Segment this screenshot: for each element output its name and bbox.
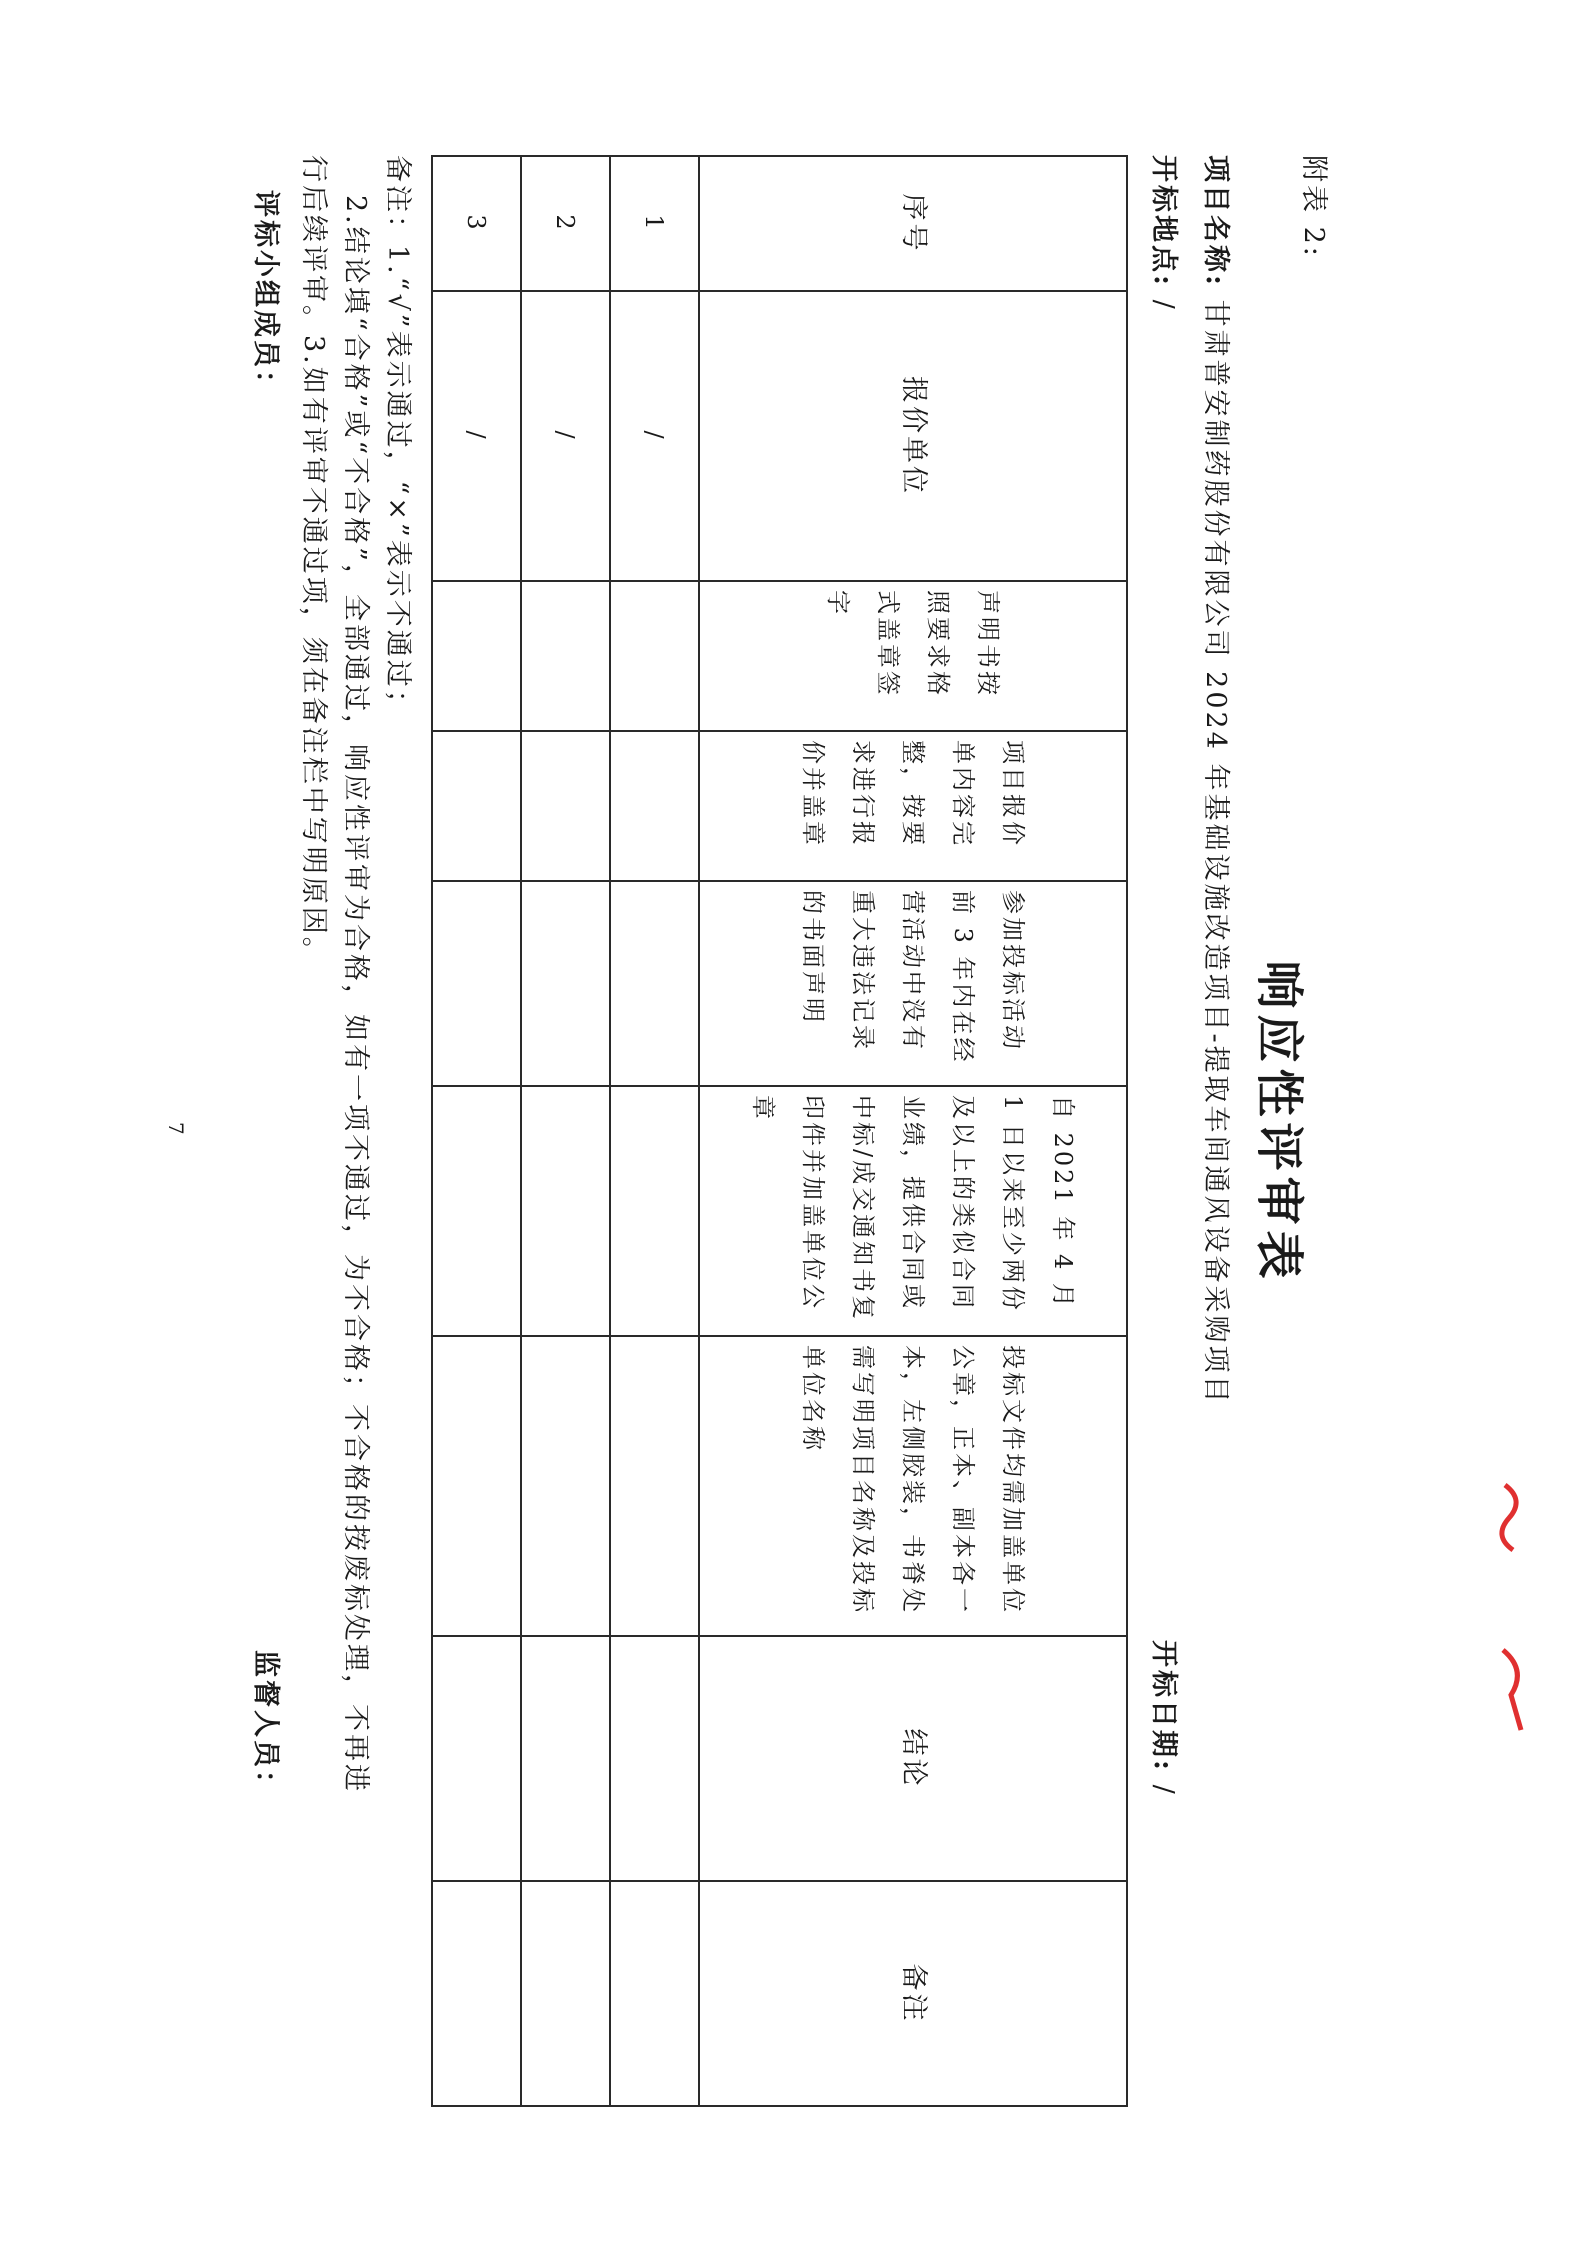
row-cell[interactable]: [610, 731, 699, 881]
header-criterion: 项目报价单内容完整，按要求进行报价并盖章: [699, 731, 1127, 881]
header-criterion: 自 2021 年 4 月 1 日以来至少两份及以上的类似合同业绩，提供合同或中标/成交通知书复印件并加盖单位公章: [699, 1086, 1127, 1336]
row-cell[interactable]: [521, 731, 610, 881]
row-seq: 1: [610, 156, 699, 291]
row-conclusion[interactable]: [521, 1636, 610, 1881]
supervisor-signature-label: 监督人员：: [250, 1650, 281, 1800]
review-table: [431, 155, 1128, 2107]
page-title: 响应性评审表: [1251, 960, 1307, 1285]
footnote-line-3: 行后续评审。3.如有评审不通过项，须在备注栏中写明原因。: [298, 155, 329, 967]
venue-row: [1147, 155, 1186, 312]
page-number: 7: [164, 1122, 188, 1135]
header-seq: 序号: [699, 156, 1127, 291]
row-cell[interactable]: [432, 1336, 521, 1636]
row-cell[interactable]: [521, 881, 610, 1086]
table-row: [610, 156, 699, 2106]
row-cell[interactable]: [610, 881, 699, 1086]
row-remarks[interactable]: [521, 1881, 610, 2106]
date-row: [1147, 1640, 1186, 1797]
header-remarks: 备注: [699, 1881, 1127, 2106]
row-cell[interactable]: [610, 1086, 699, 1336]
project-name-row: [1199, 155, 1238, 1406]
committee-signature-label: 评标小组成员：: [250, 190, 281, 400]
appendix-label: 附表 2:: [1298, 155, 1329, 259]
row-cell[interactable]: [521, 581, 610, 731]
header-criterion: 声明书按照要求格式盖章签字: [699, 581, 1127, 731]
row-conclusion[interactable]: [610, 1636, 699, 1881]
row-bidder[interactable]: /: [610, 291, 699, 581]
row-cell[interactable]: [432, 881, 521, 1086]
row-cell[interactable]: [610, 581, 699, 731]
venue-label: 开标地点:: [1148, 155, 1179, 288]
row-seq: 2: [521, 156, 610, 291]
row-seq: 3: [432, 156, 521, 291]
row-cell[interactable]: [432, 581, 521, 731]
row-cell[interactable]: [521, 1336, 610, 1636]
table-header-row: [699, 156, 1127, 2106]
row-cell[interactable]: [521, 1086, 610, 1336]
row-cell[interactable]: [432, 731, 521, 881]
header-criterion: 参加投标活动前 3 年内在经营活动中没有重大违法记录的书面声明: [699, 881, 1127, 1086]
red-stamp-mark: [1493, 1480, 1533, 1740]
header-criterion: 投标文件均需加盖单位公章，正本、副本各一本，左侧胶装，书脊处需写明项目名称及投标单位名称: [699, 1336, 1127, 1636]
row-cell[interactable]: [610, 1336, 699, 1636]
venue-value: /: [1148, 299, 1179, 312]
table-row: [521, 156, 610, 2106]
row-conclusion[interactable]: [432, 1636, 521, 1881]
row-remarks[interactable]: [610, 1881, 699, 2106]
date-label: 开标日期:: [1148, 1640, 1179, 1773]
footnote-line-2: 2.结论填“合格”或“不合格”，全部通过，响应性评审为合格，如有一项不通过，为不合格；不合格的按废标处理，不再进: [340, 195, 371, 1794]
header-bidder: 报价单位: [699, 291, 1127, 581]
header-conclusion: 结论: [699, 1636, 1127, 1881]
row-cell[interactable]: [432, 1086, 521, 1336]
date-value: /: [1148, 1784, 1179, 1797]
project-name-label: 项目名称:: [1200, 155, 1231, 288]
row-bidder[interactable]: /: [521, 291, 610, 581]
footnote-line-1: 备注：1.“√”表示通过，“×”表示不通过；: [382, 155, 413, 720]
row-remarks[interactable]: [432, 1881, 521, 2106]
row-bidder[interactable]: /: [432, 291, 521, 581]
table-row: [432, 156, 521, 2106]
project-name-value: 甘肃普安制药股份有限公司 2024 年基础设施改造项目-提取车间通风设备采购项目: [1200, 299, 1231, 1406]
